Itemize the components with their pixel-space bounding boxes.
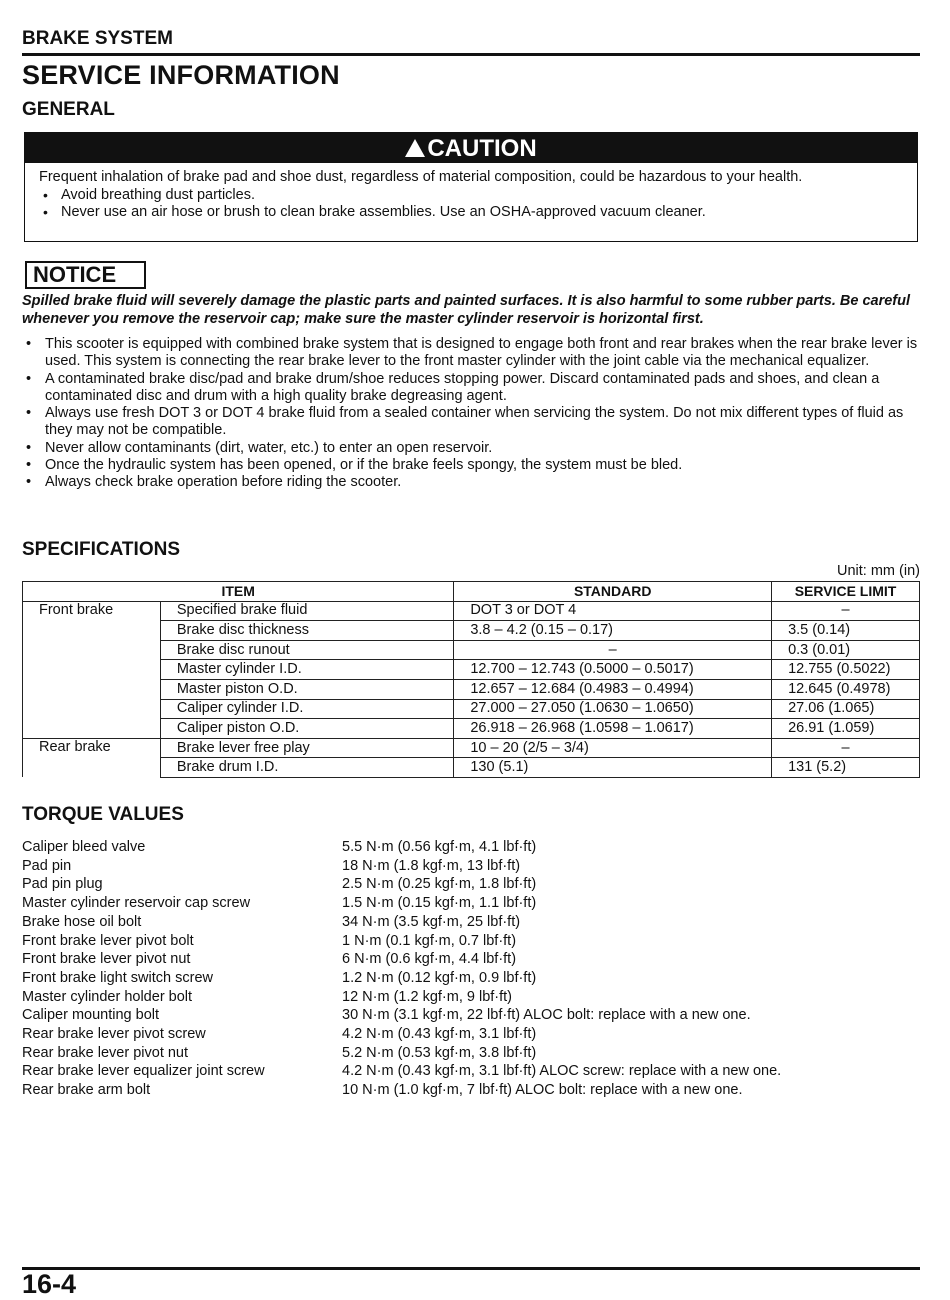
torque-value: 5.5 N·m (0.56 kgf·m, 4.1 lbf·ft) [342,839,537,855]
torque-value: 5.2 N·m (0.53 kgf·m, 3.8 lbf·ft) [342,1044,537,1061]
caution-body [25,163,917,222]
torque-row [22,875,920,894]
caution-text: Frequent inhalation of brake pad and shoe dust, regardless of material composition, could be hazardous to your health. [39,169,803,185]
list-item: • Never allow contaminants (dirt, water, etc.) to enter an open reservoir. [22,440,920,457]
torque-name: Brake hose oil bolt [22,913,142,930]
limit-cell: 27.06 (1.065) [772,699,920,719]
torque-row [22,1062,920,1081]
torque-name: Front brake light switch screw [22,969,213,986]
caution-label: CAUTION [427,135,537,162]
torque-name: Front brake lever pivot nut [22,951,191,968]
page-number: 16-4 [22,1269,77,1299]
torque-row [22,932,920,951]
torque-row [22,1025,920,1044]
torque-row [22,969,920,988]
header-item: ITEM [23,582,454,602]
general-heading: GENERAL [22,99,115,120]
torque-value: 1.2 N·m (0.12 kgf·m, 0.9 lbf·ft) [342,969,537,986]
item-cell: Master piston O.D. [160,679,454,699]
limit-cell: 12.645 (0.4978) [772,679,920,699]
caution-list [39,187,903,222]
item-cell: Caliper cylinder I.D. [160,699,454,719]
torque-value: 18 N·m (1.8 kgf·m, 13 lbf·ft) [342,857,521,874]
torque-row [22,894,920,913]
torque-row [22,1006,920,1025]
torque-value: 30 N·m (3.1 kgf·m, 22 lbf·ft) ALOC bolt: replace with a new one. [342,1007,751,1024]
standard-cell: 12.657 – 12.684 (0.4983 – 0.4994) [454,679,772,699]
standard-cell: 10 – 20 (2/5 – 3/4) [454,738,772,758]
system-title: BRAKE SYSTEM [22,28,173,49]
list-item: • A contaminated brake disc/pad and brake drum/shoe reduces stopping power. Discard contaminated pads and shoes, and clean a contaminated disc and drum with a high quality brake degreasing agent. [22,371,920,406]
limit-cell: 0.3 (0.01) [772,640,920,660]
torque-row [22,838,920,857]
limit-cell: 26.91 (1.059) [772,719,920,739]
caution-box [24,132,918,242]
torque-value: 10 N·m (1.0 kgf·m, 7 lbf·ft) ALOC bolt: replace with a new one. [342,1082,743,1099]
header-service-limit: SERVICE LIMIT [772,582,920,602]
torque-name: Rear brake arm bolt [22,1082,151,1099]
torque-heading: TORQUE VALUES [22,804,184,825]
torque-value: 6 N·m (0.6 kgf·m, 4.4 lbf·ft) [342,951,517,968]
torque-name: Master cylinder holder bolt [22,988,193,1005]
item-cell: Brake disc thickness [160,621,454,641]
limit-cell: – [772,738,920,758]
torque-list [22,838,920,1100]
torque-name: Pad pin [22,857,72,874]
warning-triangle-icon [405,139,425,157]
table-row [23,738,920,758]
item-cell: Master cylinder I.D. [160,660,454,680]
standard-cell: – [454,640,772,660]
torque-name: Rear brake lever pivot nut [22,1044,189,1061]
notice-label: NOTICE [25,261,146,289]
item-cell: Brake lever free play [160,738,454,758]
torque-value: 12 N·m (1.2 kgf·m, 9 lbf·ft) [342,988,513,1005]
torque-row [22,857,920,876]
table-header-row [23,582,920,602]
torque-name: Rear brake lever equalizer joint screw [22,1063,265,1080]
page-title: SERVICE INFORMATION [22,60,340,90]
bottom-divider [22,1267,920,1270]
list-item: • Always check brake operation before riding the scooter. [22,474,920,491]
torque-row [22,1081,920,1100]
torque-name: Master cylinder reservoir cap screw [22,895,251,912]
table-row [23,601,920,621]
limit-cell: 12.755 (0.5022) [772,660,920,680]
torque-name: Front brake lever pivot bolt [22,932,194,949]
category-cell: Front brake [23,601,161,738]
caution-item: • Never use an air hose or brush to clean brake assemblies. Use an OSHA-approved vacuum cleaner. [39,204,903,222]
item-cell: Brake disc runout [160,640,454,660]
torque-value: 4.2 N·m (0.43 kgf·m, 3.1 lbf·ft) [342,1026,537,1043]
list-item: • Once the hydraulic system has been opened, or if the brake feels spongy, the system must be bled. [22,457,920,474]
torque-value: 1 N·m (0.1 kgf·m, 0.7 lbf·ft) [342,932,517,949]
item-cell: Specified brake fluid [160,601,454,621]
item-cell: Brake drum I.D. [160,758,454,778]
torque-name: Caliper bleed valve [22,839,146,855]
torque-row [22,1044,920,1063]
general-list [22,336,920,492]
caution-item: • Avoid breathing dust particles. [39,187,903,205]
torque-row [22,950,920,969]
standard-cell: 26.918 – 26.968 (1.0598 – 1.0617) [454,719,772,739]
torque-value: 2.5 N·m (0.25 kgf·m, 1.8 lbf·ft) [342,876,537,893]
list-item: • This scooter is equipped with combined brake system that is designed to engage both front and rear brakes when the rear brake lever is used. This system is connecting the rear brake lever to the front master cylinder with the joint cable via the mechanical equalizer. [22,336,920,371]
section-header [22,28,920,50]
torque-name: Rear brake lever pivot screw [22,1026,206,1043]
specifications-heading: SPECIFICATIONS [22,539,180,560]
top-divider [22,53,920,56]
torque-value: 4.2 N·m (0.43 kgf·m, 3.1 lbf·ft) ALOC screw: replace with a new one. [342,1063,782,1080]
standard-cell: 130 (5.1) [454,758,772,778]
standard-cell: 27.000 – 27.050 (1.0630 – 1.0650) [454,699,772,719]
standard-cell: 12.700 – 12.743 (0.5000 – 0.5017) [454,660,772,680]
category-cell: Rear brake [23,738,161,777]
torque-value: 1.5 N·m (0.15 kgf·m, 1.1 lbf·ft) [342,895,537,912]
torque-value: 34 N·m (3.5 kgf·m, 25 lbf·ft) [342,913,521,930]
standard-cell: 3.8 – 4.2 (0.15 – 0.17) [454,621,772,641]
item-cell: Caliper piston O.D. [160,719,454,739]
limit-cell: 3.5 (0.14) [772,621,920,641]
list-item: • Always use fresh DOT 3 or DOT 4 brake fluid from a sealed container when servicing the system. Do not mix different types of fluid as they may not be compatible. [22,405,920,440]
limit-cell: 131 (5.2) [772,758,920,778]
torque-name: Caliper mounting bolt [22,1007,160,1024]
unit-label: Unit: mm (in) [837,563,920,579]
limit-cell: – [772,601,920,621]
torque-row [22,913,920,932]
torque-name: Pad pin plug [22,876,103,893]
header-standard: STANDARD [454,582,772,602]
torque-row [22,988,920,1007]
specifications-table [22,581,920,778]
caution-banner [25,133,917,163]
notice-text: Spilled brake fluid will severely damage the plastic parts and painted surfaces. It is also harmful to some rubber parts. Be careful whenever you remove the reservoir cap; make sure the master cylinder reservoir is horizontal first. [22,293,910,327]
standard-cell: DOT 3 or DOT 4 [454,601,772,621]
